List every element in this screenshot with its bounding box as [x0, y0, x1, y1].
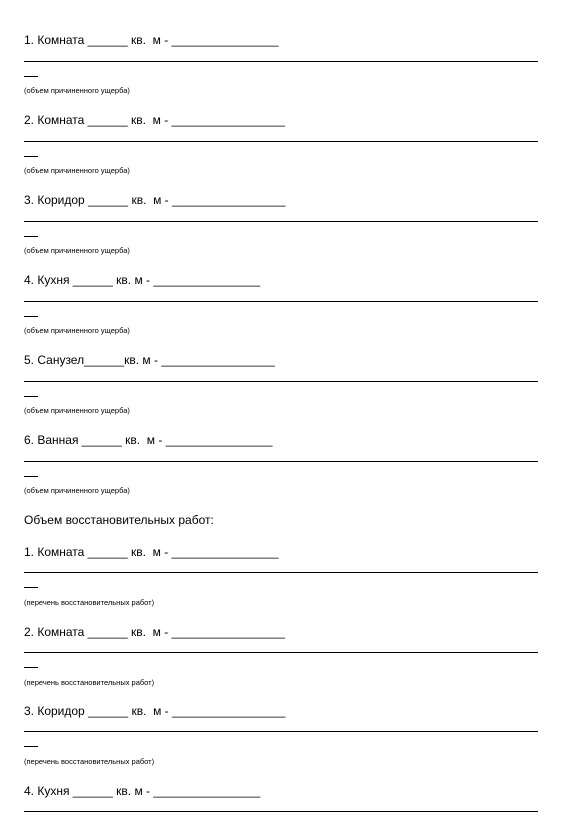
damage-item-3-rule: [24, 221, 538, 222]
damage-item-5-short-rule: [24, 396, 38, 397]
works-item-3-rule: [24, 731, 538, 732]
works-item-2-text: 2. Комната ______ кв. м - _________________: [24, 625, 286, 639]
damage-item-6-short-rule: [24, 476, 38, 477]
damage-item-2-rule: [24, 141, 538, 142]
works-item-2-short-rule: [24, 667, 38, 668]
works-heading: Объем восстановительных работ:: [24, 513, 214, 527]
damage-item-4-text: 4. Кухня ______ кв. м - ________________: [24, 273, 261, 287]
works-item-1-caption: (перечень восстановительных работ): [24, 598, 155, 607]
works-item-2-rule: [24, 652, 538, 653]
damage-item-1-rule: [24, 61, 538, 62]
damage-item-1-caption: (объем причиненного ущерба): [24, 86, 130, 95]
damage-item-4-caption: (объем причиненного ущерба): [24, 326, 130, 335]
damage-item-2-caption: (объем причиненного ущерба): [24, 166, 130, 175]
damage-item-6-rule: [24, 461, 538, 462]
damage-item-6-caption: (объем причиненного ущерба): [24, 486, 130, 495]
damage-item-1-text: 1. Комната ______ кв. м - ________________: [24, 33, 279, 47]
damage-item-2-short-rule: [24, 156, 38, 157]
works-item-2-caption: (перечень восстановительных работ): [24, 678, 155, 687]
damage-item-3-short-rule: [24, 236, 38, 237]
works-item-1-text: 1. Комната ______ кв. м - ________________: [24, 545, 279, 559]
works-item-4-rule: [24, 811, 538, 812]
works-item-4-text: 4. Кухня ______ кв. м - ________________: [24, 784, 261, 798]
works-item-1-short-rule: [24, 587, 38, 588]
damage-item-1-short-rule: [24, 76, 38, 77]
works-item-3-text: 3. Коридор ______ кв. м - _________________: [24, 704, 286, 718]
damage-item-5-caption: (объем причиненного ущерба): [24, 406, 130, 415]
damage-item-4-rule: [24, 301, 538, 302]
works-item-3-short-rule: [24, 746, 38, 747]
damage-item-5-text: 5. Санузел______кв. м - _________________: [24, 353, 275, 367]
damage-item-3-caption: (объем причиненного ущерба): [24, 246, 130, 255]
damage-item-6-text: 6. Ванная ______ кв. м - ________________: [24, 433, 273, 447]
damage-item-3-text: 3. Коридор ______ кв. м - _________________: [24, 193, 286, 207]
damage-item-2-text: 2. Комната ______ кв. м - _________________: [24, 113, 286, 127]
works-item-1-rule: [24, 572, 538, 573]
damage-item-5-rule: [24, 381, 538, 382]
works-item-3-caption: (перечень восстановительных работ): [24, 757, 155, 766]
damage-item-4-short-rule: [24, 316, 38, 317]
